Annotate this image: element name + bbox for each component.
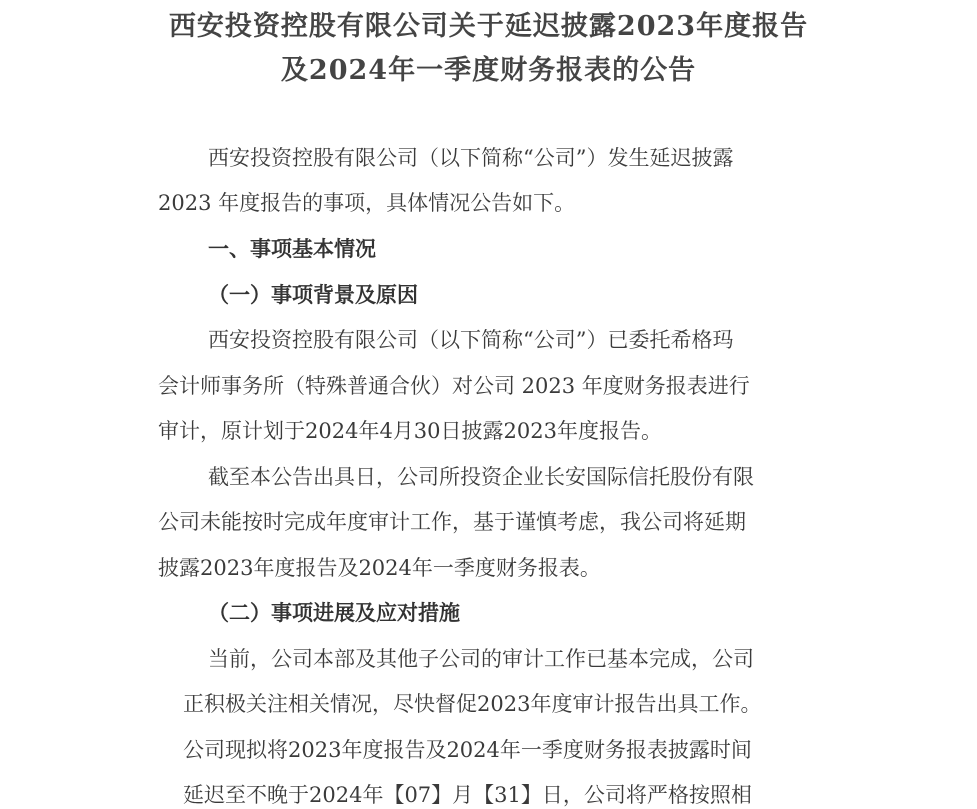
paragraph-progress-line-1: 当前，公司本部及其他子公司的审计工作已基本完成，公司 xyxy=(208,647,754,671)
paragraph-background-line-1: 西安投资控股有限公司（以下简称“公司”）已委托希格玛 xyxy=(208,328,734,352)
subsection-heading-2: （二）事项进展及应对措施 xyxy=(208,600,460,625)
paragraph-progress-line-2: 正积极关注相关情况，尽快督促2023年度审计报告出具工作。 xyxy=(183,692,762,716)
paragraph-progress-line-4: 延迟至不晚于2024年【07】月【31】日，公司将严格按照相 xyxy=(183,783,752,807)
paragraph-intro-line-1: 西安投资控股有限公司（以下简称“公司”）发生延迟披露 xyxy=(208,146,734,170)
section-heading-1: 一、事项基本情况 xyxy=(208,236,376,261)
paragraph-intro-line-2: 2023 年度报告的事项，具体情况公告如下。 xyxy=(158,191,576,215)
paragraph-delay-line-3: 披露2023年度报告及2024年一季度财务报表。 xyxy=(158,556,601,580)
paragraph-delay-line-2: 公司未能按时完成年度审计工作，基于谨慎考虑，我公司将延期 xyxy=(158,510,746,534)
paragraph-delay-line-1: 截至本公告出具日，公司所投资企业长安国际信托股份有限 xyxy=(208,465,754,489)
paragraph-progress-line-3: 公司现拟将2023年度报告及2024年一季度财务报表披露时间 xyxy=(183,738,752,762)
paragraph-background-line-2: 会计师事务所（特殊普通合伙）对公司 2023 年度财务报表进行 xyxy=(158,374,750,398)
title-line-2: 及2024年一季度财务报表的公告 xyxy=(280,55,697,86)
title-line-1: 西安投资控股有限公司关于延迟披露2023年度报告 xyxy=(168,11,809,42)
subsection-heading-1: （一）事项背景及原因 xyxy=(208,282,418,307)
paragraph-background-line-3: 审计，原计划于2024年4月30日披露2023年度报告。 xyxy=(158,419,662,443)
